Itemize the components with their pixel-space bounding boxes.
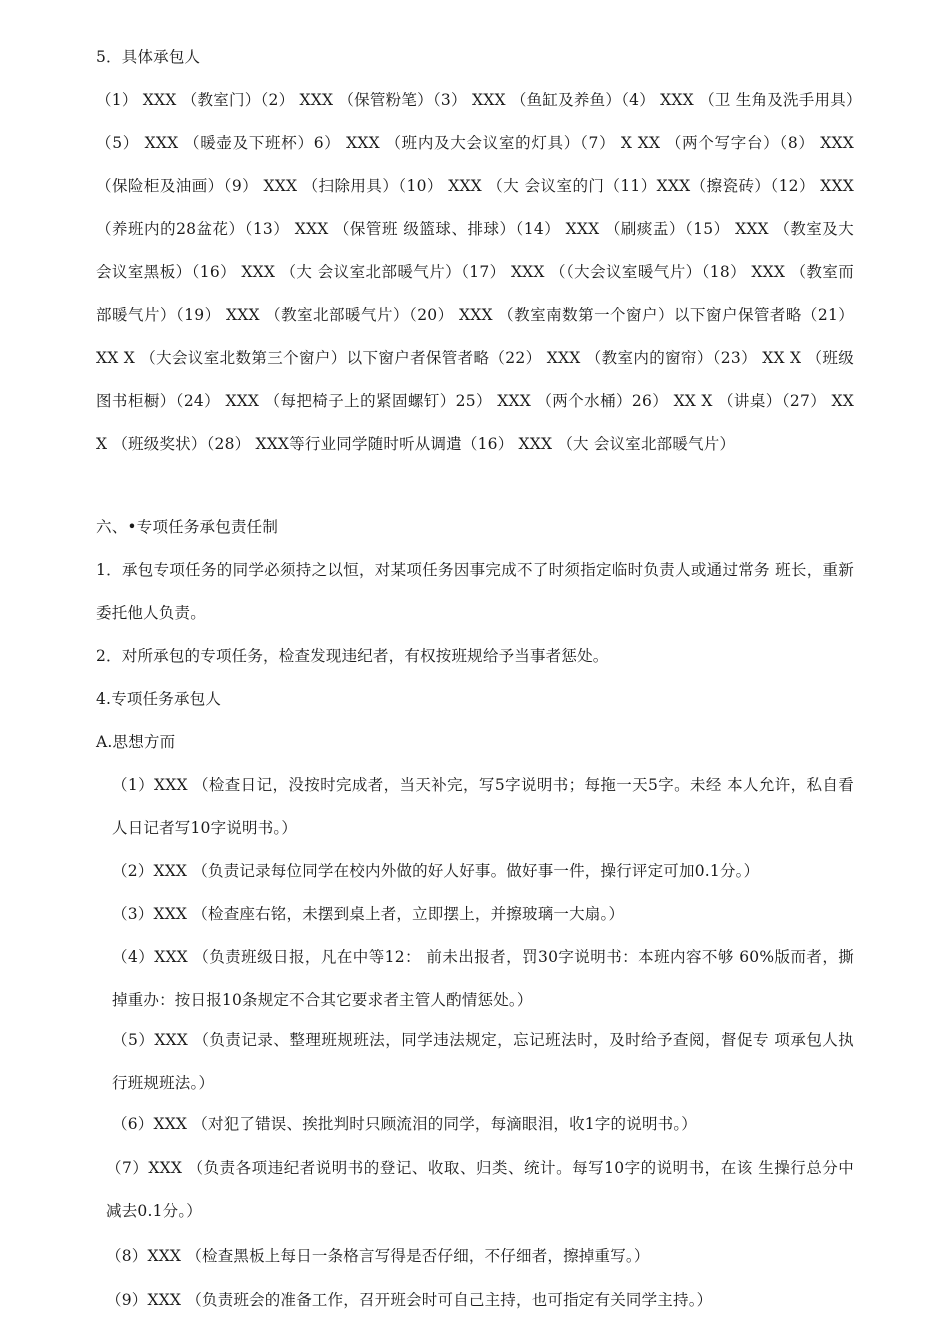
rule-1: 1．承包专项任务的同学必须持之以恒，对某项任务因事完成不了时须指定临时负责人或通过常务 班长，重新委托他人负责。 bbox=[96, 561, 854, 622]
section5-heading: 5．具体承包人 bbox=[96, 48, 201, 66]
list-item: （5）XXX （负责记录、整理班规班法，同学违法规定，忘记班法时，及时给予查阅，督促专 项承包人执行班规班法。） bbox=[112, 1031, 854, 1092]
list-item: （3）XXX （检查座右铭，未摆到桌上者，立即摆上，并擦玻璃一大扇。） bbox=[112, 905, 625, 923]
list-item: （9）XXX （负责班会的准备工作，召开班会时可自己主持，也可指定有关同学主持。） bbox=[106, 1291, 713, 1309]
list-item: （8）XXX （检查黑板上每日一条格言写得是否仔细，不仔细者，擦掉重写。） bbox=[106, 1247, 650, 1265]
sub4-heading: 4.专项任务承包人 bbox=[96, 690, 222, 708]
list-item: （2）XXX （负责记录每位同学在校内外做的好人好事。做好事一件，操行评定可加0.1分。） bbox=[112, 862, 760, 880]
rule-2: 2．对所承包的专项任务，检查发现违纪者，有权按班规给予当事者惩处。 bbox=[96, 647, 609, 665]
list-item: （4）XXX （负责班级日报，凡在中等12： 前未出报者，罚30字说明书：本班内容不够 60%版而者，撕掉重办：按日报10条规定不合其它要求者主管人酌情惩处。） bbox=[112, 948, 854, 1009]
subA-heading: A.思想方而 bbox=[96, 733, 176, 751]
contractor-list: （1） XXX （教室门）（2） XXX （保管粉笔）（3） XXX （鱼缸及养鱼）（4） XXX （卫 生角及洗手用具）（5） XXX （暖壶及下班杯）6） XXX （班内及大会议室的灯具）（7） X XX （两个写字台）（8） XXX （保险柜及油画）（9） XXX （扫除用具）（10） XXX （大 会议室的门（11）XXX（擦瓷砖）（12） XXX （养班内的28盆花）（13） XXX （保管班 级篮球、排球）（14） XXX （刷痰盂）（15） XXX （教室及大会议室黑板）（16） XXX （大 会议室北部暖气片）（17） XXX （（大会议室暖气片）（18） XXX （教室而部暖气片）（19） XXX （教室北部暖气片）（20） XXX （教室南数第一个窗户）以下窗户保管者略（21） XX X （大会议室北数第三个窗户）以下窗户者保管者略（22） XXX （教室内的窗帘）（23） XX X （班级图书柜橱）（24） XXX （每把椅子上的紧固螺钉）25） XXX （两个水桶）26） XX X （讲桌）（27） XXX （班级奖状）（28） XXX等行业同学随时听从调遣（16） XXX （大 会议室北部暖气片） bbox=[96, 91, 854, 453]
section6-heading: 六、•专项任务承包责任制 bbox=[96, 518, 279, 536]
list-item: （1）XXX （检查日记，没按时完成者，当天补完，写5字说明书；每拖一天5字。未经 本人允许，私自看人日记者写10字说明书。） bbox=[112, 776, 854, 837]
list-item: （6）XXX （对犯了错误、挨批判时只顾流泪的同学，每滴眼泪，收1字的说明书。） bbox=[112, 1115, 698, 1133]
list-item: （7）XXX （负责各项违纪者说明书的登记、收取、归类、统计。每写10字的说明书，在该 生操行总分中减去0.1分。） bbox=[106, 1159, 854, 1220]
